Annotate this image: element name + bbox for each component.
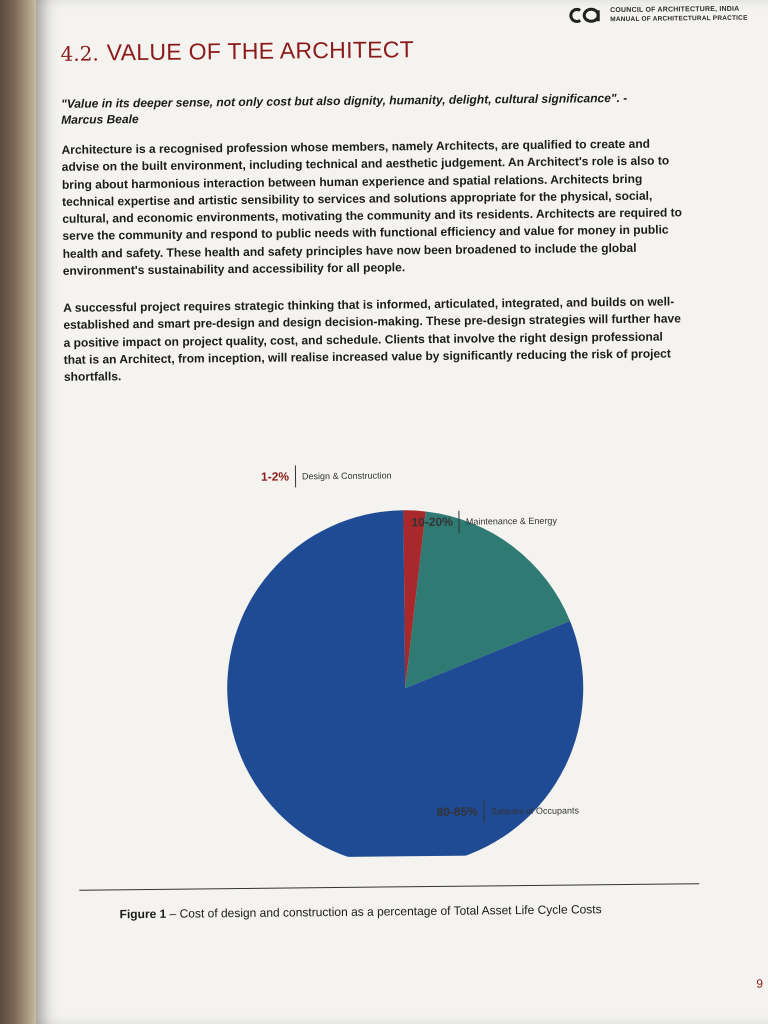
figure-caption	[120, 902, 602, 921]
figure-label: Figure 1	[119, 906, 167, 922]
figure-caption-text: – Cost of design and construction as a percentage of Total Asset Life Cycle Costs	[166, 902, 602, 921]
section-title: VALUE OF THE ARCHITECT	[106, 36, 415, 66]
coa-logo-icon	[566, 6, 604, 24]
slice-label-design	[260, 465, 392, 488]
section-heading	[60, 36, 414, 67]
caption-rule	[79, 883, 699, 890]
slice-value: 10-20%	[411, 514, 453, 530]
pie-chart-svg	[171, 454, 645, 859]
book-spine	[0, 0, 40, 1024]
slice-value: 80-85%	[436, 804, 478, 819]
slice-label-maintenance	[411, 510, 557, 533]
page-content	[46, 0, 764, 1024]
document-page	[36, 0, 768, 1024]
slice-value: 1-2%	[260, 469, 290, 484]
slice-name: Salaries of Occupants	[490, 804, 579, 816]
page-number: 9	[756, 976, 764, 991]
body-paragraph: A successful project requires strategic thinking that is informed, articulated, integrated, and builds on well-established and smart pre-design and design decision-making. These pre-design strategies will further have a positive impact on project quality, cost, and schedule. Clients that involve the right design professional that is an Architect, from inception, will realise increased value by significantly reducing the risk of project shortfalls.	[63, 294, 681, 385]
slice-name: Maintenance & Energy	[465, 515, 557, 527]
epigraph-quote: "Value in its deeper sense, not only cost but also dignity, humanity, delight, cultural significance". - Marcus Beale	[61, 90, 628, 127]
body-paragraph: Architecture is a recognised profession whose members, namely Architects, are qualified to create and advise on the built environment, including technical and aesthetic judgement. An Architect's role is also to bring about harmonious interaction between human experience and spatial relations. Architects bring technical expertise and artistic sensibility to services and solutions appropriate for the physical, social, cultural, and economic environments, motivating the community and its residents. Architects are required to serve the community and respond to public needs with functional efficiency and value for money in public health and safety. These health and safety principles have now been broadened to include the global environment's sustainability and accessibility for all people.	[61, 136, 683, 278]
section-number: 4.2.	[60, 41, 99, 66]
slice-label-salaries	[436, 800, 579, 823]
org-name: COUNCIL OF ARCHITECTURE, INDIA	[610, 5, 740, 15]
slice-name: Design & Construction	[301, 469, 392, 481]
page-header	[566, 2, 766, 28]
pie-chart	[171, 454, 645, 859]
manual-name: MANUAL OF ARCHITECTURAL PRACTICE	[610, 14, 748, 24]
